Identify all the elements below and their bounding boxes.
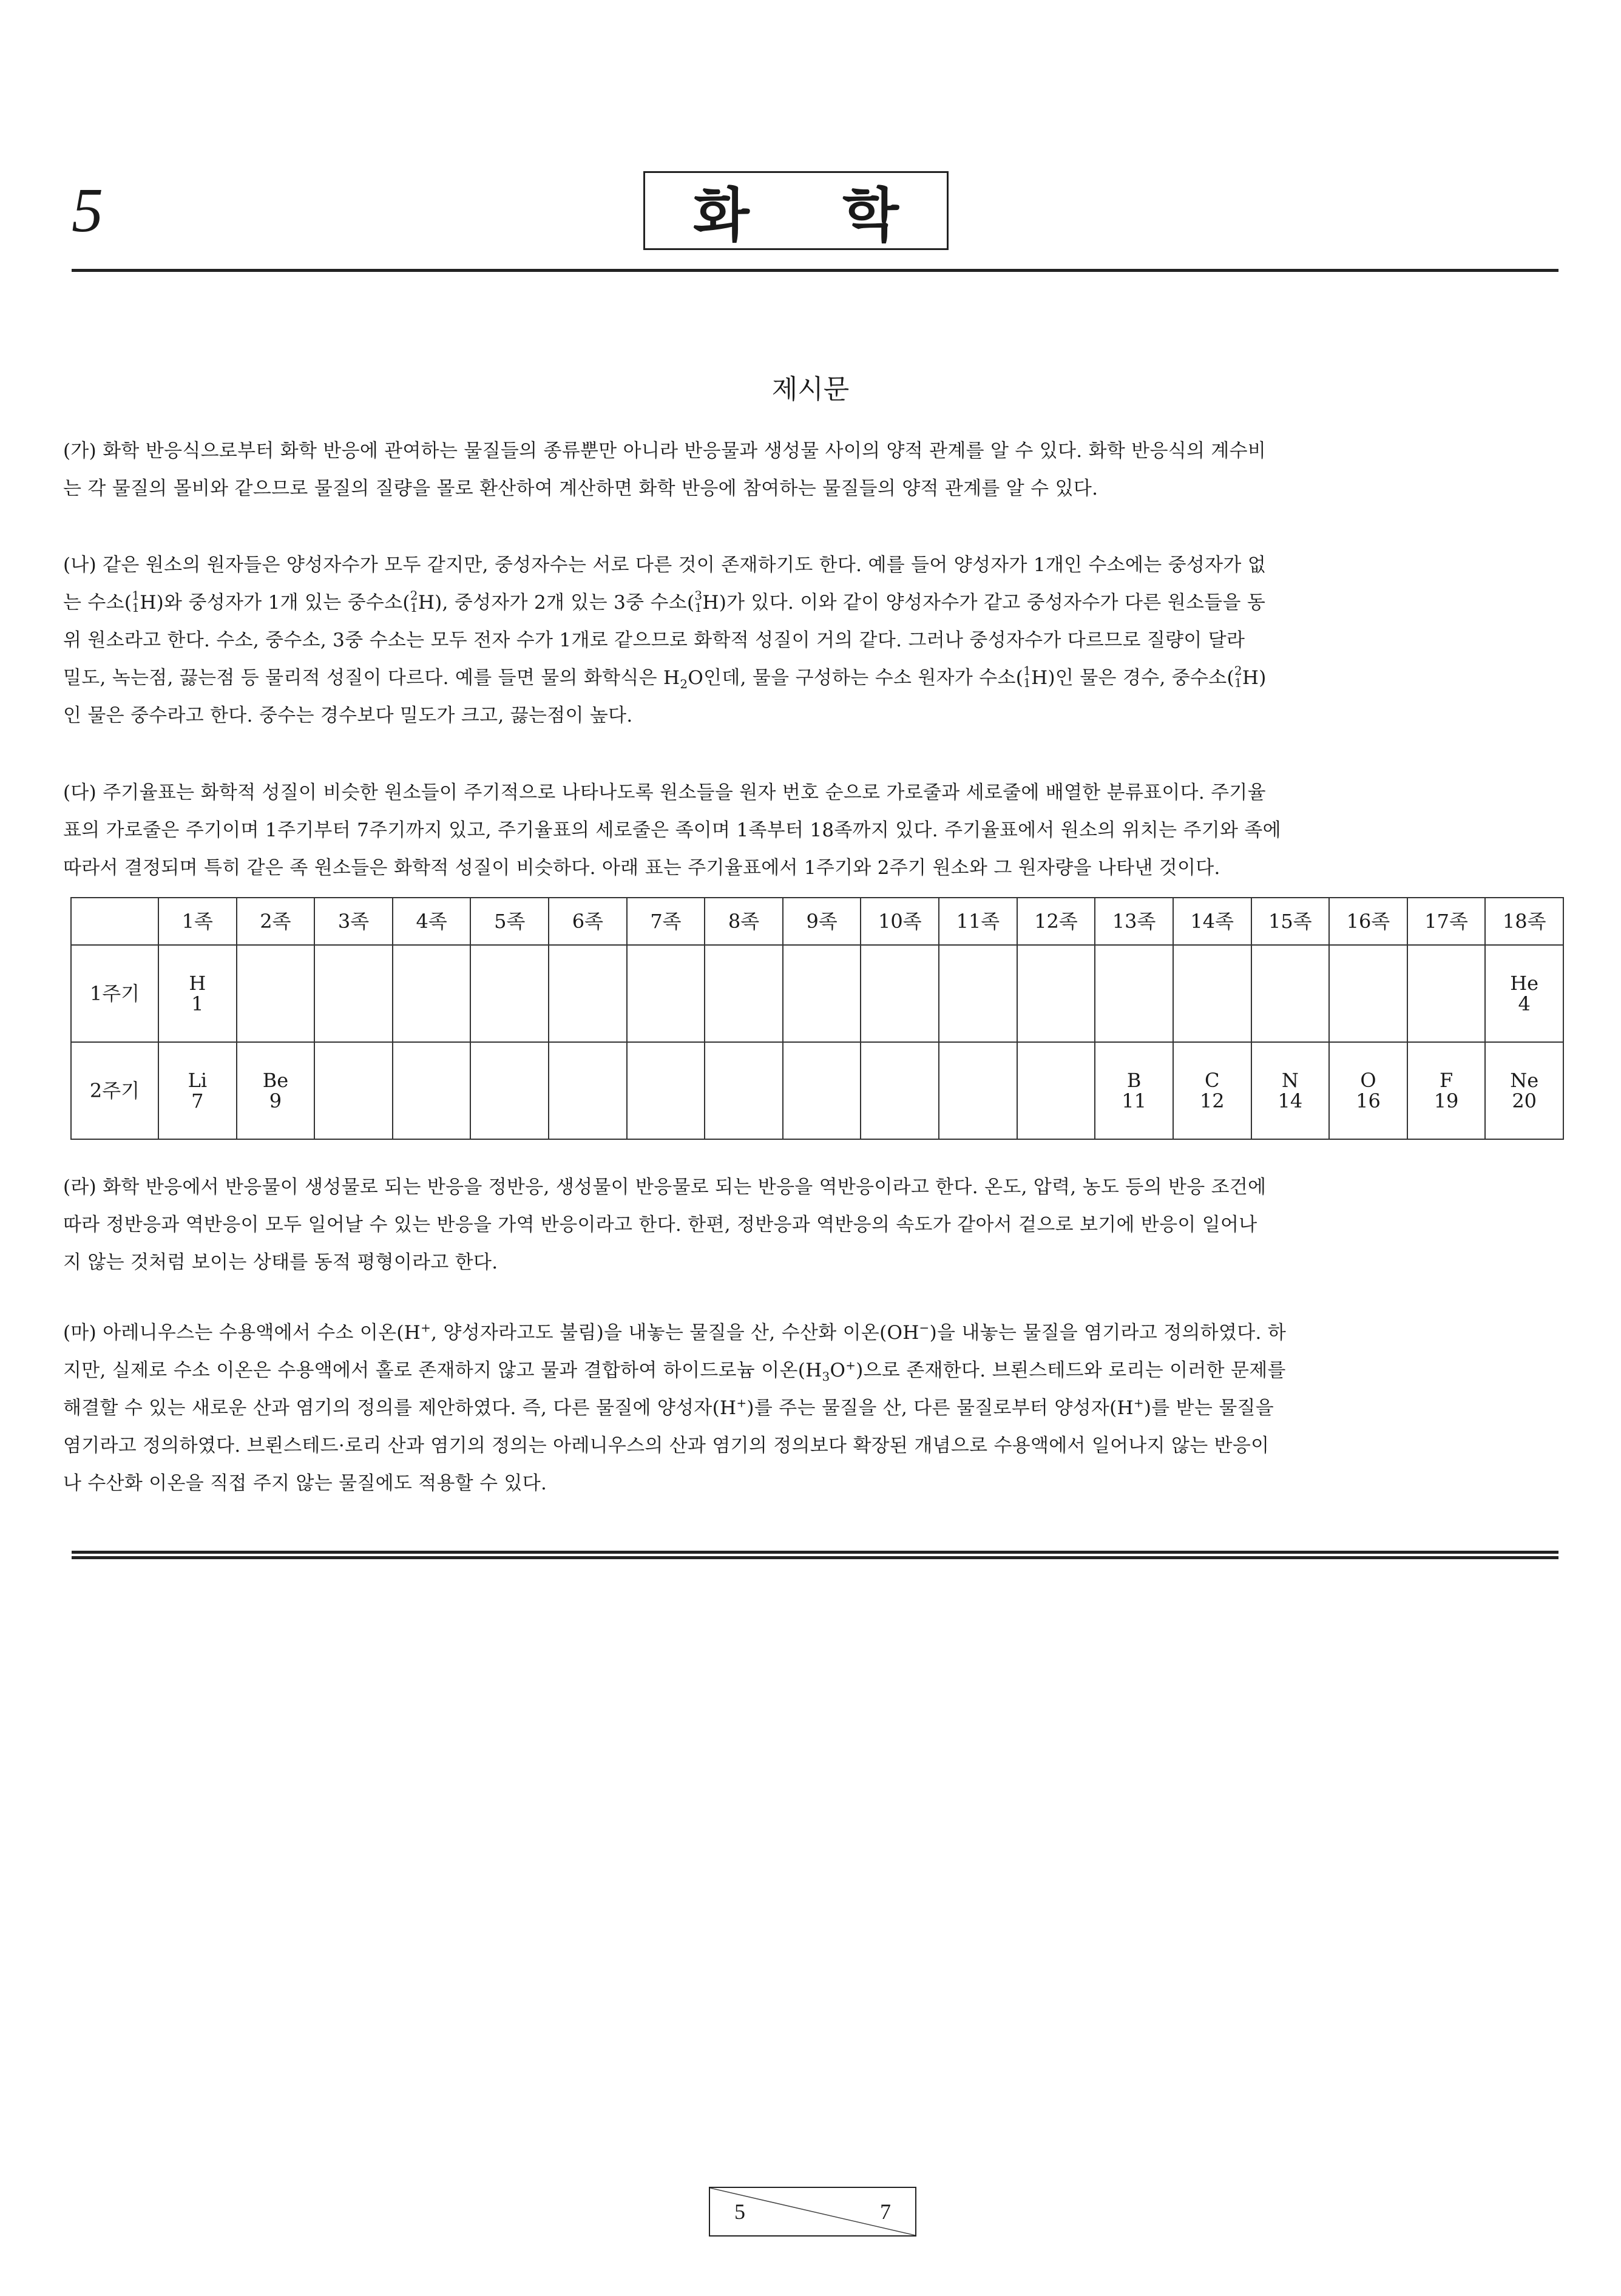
atomic-mass: 4 xyxy=(1518,992,1531,1015)
empty-cell xyxy=(470,945,549,1042)
empty-cell xyxy=(1329,945,1407,1042)
paragraph-line: 따라 정반응과 역반응이 모두 일어날 수 있는 반응을 가역 반응이라고 한다. 한편, 정반응과 역반응의 속도가 같아서 겉으로 보기에 반응이 일어나 xyxy=(63,1214,1257,1236)
empty-cell xyxy=(237,945,315,1042)
period-label: 1주기 xyxy=(71,945,158,1042)
paragraph-line: 염기라고 정의하였다. 브뢴스테드·로리 산과 염기의 정의는 아레니우스의 산과 염기의 정의보다 확장된 개념으로 수용액에서 일어나지 않는 반응이 xyxy=(63,1435,1270,1457)
paragraph-ga xyxy=(63,432,1565,507)
element-symbol: N xyxy=(1281,1069,1299,1092)
paragraph-line: (가) 화학 반응식으로부터 화학 반응에 관여하는 물질들의 종류뿐만 아니라 반응물과 생성물 사이의 양적 관계를 알 수 있다. 화학 반응식의 계수비 xyxy=(63,440,1267,462)
atomic-mass: 19 xyxy=(1433,1089,1459,1112)
paragraph-line: 지 않는 것처럼 보이는 상태를 동적 평형이라고 한다. xyxy=(63,1251,498,1273)
element-symbol: Li xyxy=(188,1069,208,1092)
table-corner-cell xyxy=(71,898,158,945)
isotope-notation: 3 1 xyxy=(694,588,703,615)
empty-cell xyxy=(549,945,627,1042)
empty-cell xyxy=(861,945,939,1042)
header-divider xyxy=(72,269,1558,272)
element-cell xyxy=(158,945,237,1042)
empty-cell xyxy=(861,1042,939,1139)
empty-cell xyxy=(393,945,471,1042)
paragraph-line: (라) 화학 반응에서 반응물이 생성물로 되는 반응을 정반응, 생성물이 반응물로 되는 반응을 역반응이라고 한다. 온도, 압력, 농도 등의 반응 조건에 xyxy=(63,1176,1267,1198)
element-symbol: F xyxy=(1439,1069,1453,1092)
period-label: 2주기 xyxy=(71,1042,158,1139)
paragraph-line: 표의 가로줄은 주기이며 1주기부터 7주기까지 있고, 주기율표의 세로줄은 족이며 1족부터 18족까지 있다. 주기율표에서 원소의 위치는 주기와 족에 xyxy=(63,819,1281,841)
element-cell xyxy=(1485,1042,1563,1139)
element-cell xyxy=(1407,1042,1486,1139)
paragraph-line: 인 물은 중수라고 한다. 중수는 경수보다 밀도가 크고, 끓는점이 높다. xyxy=(63,705,633,726)
subscript: 2 xyxy=(680,677,688,692)
group-header: 6족 xyxy=(549,898,627,945)
paragraph-na xyxy=(63,546,1565,734)
empty-cell xyxy=(627,1042,705,1139)
element-cell xyxy=(1095,1042,1173,1139)
empty-cell xyxy=(783,945,861,1042)
footer-divider xyxy=(72,1556,1558,1559)
group-header: 18족 xyxy=(1485,898,1563,945)
group-header: 17족 xyxy=(1407,898,1486,945)
empty-cell xyxy=(314,945,393,1042)
group-header: 2족 xyxy=(237,898,315,945)
isotope-notation: 1 1 xyxy=(1023,663,1032,690)
empty-cell xyxy=(470,1042,549,1139)
atomic-mass: 12 xyxy=(1199,1089,1225,1112)
group-header: 7족 xyxy=(627,898,705,945)
atomic-mass: 11 xyxy=(1122,1089,1146,1112)
group-header: 13족 xyxy=(1095,898,1173,945)
group-header: 11족 xyxy=(939,898,1017,945)
empty-cell xyxy=(705,1042,783,1139)
paragraph-line: 따라서 결정되며 특히 같은 족 원소들은 화학적 성질이 비슷하다. 아래 표는 주기율표에서 1주기와 2주기 원소와 그 원자량을 나타낸 것이다. xyxy=(63,857,1220,879)
element-cell xyxy=(1329,1042,1407,1139)
atomic-mass: 1 xyxy=(191,992,204,1015)
period-row xyxy=(71,945,1563,1042)
group-header: 9족 xyxy=(783,898,861,945)
isotope-notation: 2 1 xyxy=(410,588,418,615)
paragraph-ra xyxy=(63,1168,1565,1281)
paragraph-line: 위 원소라고 한다. 수소, 중수소, 3중 수소는 모두 전자 수가 1개로 같으므로 화학적 성질이 거의 같다. 그러나 중성자수가 다르므로 질량이 달라 xyxy=(63,629,1245,651)
atomic-mass: 9 xyxy=(269,1089,282,1112)
atomic-mass: 16 xyxy=(1356,1089,1381,1112)
total-pages: 7 xyxy=(880,2199,891,2224)
paragraph-line: 밀도, 녹는점, 끓는점 등 물리적 성질이 다르다. 예를 들면 물의 화학식은 $H_2O$인데, 물을 구성하는 수소 원자가 수소( 1 1 H)인 물은 경수, 중수소( 2 1 H) xyxy=(63,663,1267,692)
section-number: 5 xyxy=(72,175,103,245)
paragraph-da xyxy=(63,774,1565,887)
group-header: 4족 xyxy=(393,898,471,945)
empty-cell xyxy=(705,945,783,1042)
element-symbol: H xyxy=(189,972,206,995)
element-symbol: O xyxy=(1360,1069,1376,1092)
group-header: 12족 xyxy=(1017,898,1095,945)
group-header: 15족 xyxy=(1251,898,1330,945)
empty-cell xyxy=(1095,945,1173,1042)
element-symbol: B xyxy=(1126,1069,1142,1092)
isotope-notation: 1 1 xyxy=(132,588,140,615)
element-symbol: Ne xyxy=(1510,1069,1539,1092)
period-row xyxy=(71,1042,1563,1139)
empty-cell xyxy=(549,1042,627,1139)
group-header: 10족 xyxy=(861,898,939,945)
paragraph-line: 지만, 실제로 수소 이온은 수용액에서 홀로 존재하지 않고 물과 결합하여 하이드로늄 이온$(H_3O^+)$으로 존재한다. 브뢴스테드와 로리는 이러한 문제를 xyxy=(63,1358,1286,1384)
atomic-mass: 7 xyxy=(191,1089,204,1112)
current-page: 5 xyxy=(734,2199,745,2224)
element-symbol: Be xyxy=(262,1069,289,1092)
empty-cell xyxy=(1173,945,1251,1042)
periodic-table xyxy=(70,897,1564,1140)
empty-cell xyxy=(1017,945,1095,1042)
paragraph-line: (다) 주기율표는 화학적 성질이 비슷한 원소들이 주기적으로 나타나도록 원소들을 원자 번호 순으로 가로줄과 세로줄에 배열한 분류표이다. 주기율 xyxy=(63,782,1266,804)
paragraph-line: 는 수소( 1 1 H)와 중성자가 1개 있는 중수소( 2 1 H), 중성자가 2개 있는 3중 수소( 3 1 H)가 있다. 이와 같이 양성자수가 같고 중성자수가 다른 원소들을 동 xyxy=(63,588,1266,615)
element-cell xyxy=(1251,1042,1330,1139)
section-heading: 제시문 xyxy=(771,374,850,405)
element-cell xyxy=(158,1042,237,1139)
group-header: 8족 xyxy=(705,898,783,945)
empty-cell xyxy=(627,945,705,1042)
empty-cell xyxy=(393,1042,471,1139)
empty-cell xyxy=(939,945,1017,1042)
paragraph-line: 는 각 물질의 몰비와 같으므로 물질의 질량을 몰로 환산하여 계산하면 화학 반응에 참여하는 물질들의 양적 관계를 알 수 있다. xyxy=(63,478,1098,499)
page-indicator xyxy=(709,2187,916,2237)
paragraph-line: 나 수산화 이온을 직접 주지 않는 물질에도 적용할 수 있다. xyxy=(63,1472,547,1494)
paragraph-ma xyxy=(63,1314,1565,1502)
group-header: 3족 xyxy=(314,898,393,945)
isotope-notation: 2 1 xyxy=(1234,663,1242,690)
element-cell xyxy=(1173,1042,1251,1139)
element-cell xyxy=(237,1042,315,1139)
empty-cell xyxy=(1407,945,1486,1042)
empty-cell xyxy=(1251,945,1330,1042)
group-header: 14족 xyxy=(1173,898,1251,945)
atomic-mass: 20 xyxy=(1512,1089,1537,1112)
element-symbol: He xyxy=(1510,972,1539,995)
empty-cell xyxy=(1017,1042,1095,1139)
paragraph-line: 해결할 수 있는 새로운 산과 염기의 정의를 제안하였다. 즉, 다른 물질에 양성자(H+)를 주는 물질을 산, 다른 물질로부터 양성자(H+)를 받는 물질을 xyxy=(63,1395,1274,1419)
empty-cell xyxy=(314,1042,393,1139)
element-symbol: C xyxy=(1204,1069,1220,1092)
group-header: 1족 xyxy=(158,898,237,945)
subject-title: 화 학 xyxy=(643,171,949,250)
empty-cell xyxy=(783,1042,861,1139)
group-header: 16족 xyxy=(1329,898,1407,945)
element-cell xyxy=(1485,945,1563,1042)
empty-cell xyxy=(939,1042,1017,1139)
paragraph-line: (마) 아레니우스는 수용액에서 수소 이온(H+, 양성자라고도 불림)을 내놓는 물질을 산, 수산화 이온(OH−)을 내놓는 물질을 염기라고 정의하였다. 하 xyxy=(63,1320,1287,1344)
footer-divider xyxy=(72,1551,1558,1554)
atomic-mass: 14 xyxy=(1278,1089,1303,1112)
group-header: 5족 xyxy=(470,898,549,945)
paragraph-line: (나) 같은 원소의 원자들은 양성자수가 모두 같지만, 중성자수는 서로 다른 것이 존재하기도 한다. 예를 들어 양성자가 1개인 수소에는 중성자가 없 xyxy=(63,554,1267,576)
